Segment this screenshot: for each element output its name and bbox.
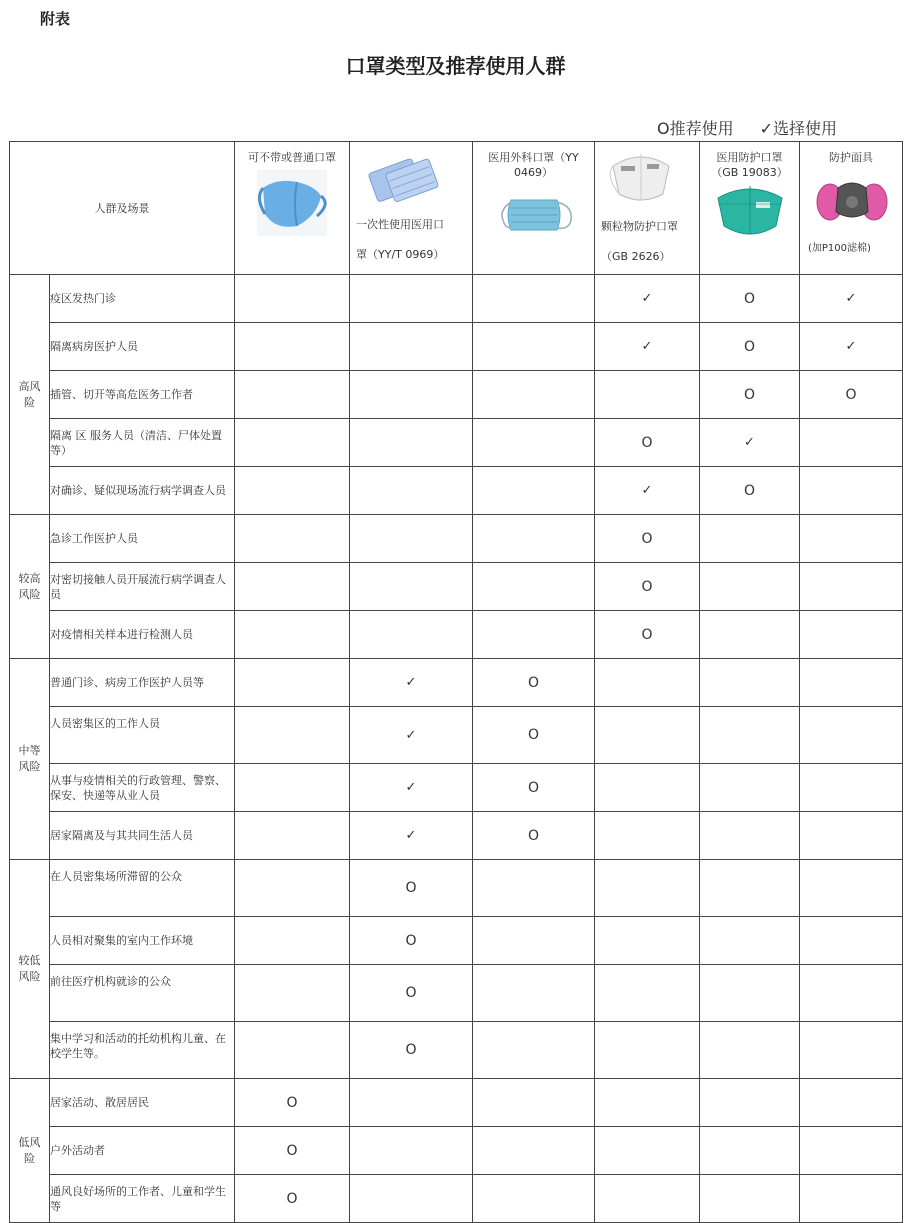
mark-cell <box>700 467 800 515</box>
mark-cell <box>473 275 595 323</box>
scene-cell <box>50 419 235 467</box>
scene-label: 隔离病房医护人员 <box>50 340 138 353</box>
mark-cell <box>235 275 350 323</box>
recommended-mark: O <box>286 1142 298 1159</box>
mark-cell <box>700 707 800 764</box>
scene-label: 通风良好场所的工作者、儿童和学生等 <box>50 1184 226 1213</box>
table-row <box>10 659 903 707</box>
table-row <box>10 812 903 860</box>
mark-cell <box>235 371 350 419</box>
recommended-mark: O <box>743 482 756 499</box>
mark-cell <box>235 965 350 1022</box>
header-col-name: 防护面具 <box>829 151 873 164</box>
mark-cell <box>800 323 903 371</box>
table-body <box>10 275 903 1223</box>
risk-level-cell <box>10 1079 50 1223</box>
header-col-name: 一次性使用医用口 <box>356 218 444 231</box>
mark-cell <box>595 659 700 707</box>
mark-cell <box>350 611 473 659</box>
header-col-name: 颗粒物防护口罩 <box>601 220 678 233</box>
scene-label: 居家隔离及与其共同生活人员 <box>50 829 193 842</box>
mark-cell <box>800 419 903 467</box>
recommended-mark: O <box>405 880 417 896</box>
scene-label: 对确诊、疑似现场流行病学调查人员 <box>50 484 226 497</box>
scene-cell <box>50 1022 235 1079</box>
legend-recommended: O推荐使用 <box>657 119 734 138</box>
mark-cell <box>800 707 903 764</box>
mark-cell <box>235 764 350 812</box>
mark-cell <box>595 563 700 611</box>
mark-cell <box>350 764 473 812</box>
mark-cell <box>350 467 473 515</box>
mark-cell <box>700 563 800 611</box>
mark-cell <box>595 812 700 860</box>
scene-label: 在人员密集场所滞留的公众 <box>50 870 182 883</box>
header-col-sub: （GB 19083） <box>711 166 788 179</box>
mark-cell <box>700 515 800 563</box>
mark-cell <box>595 371 700 419</box>
mark-cell <box>235 1022 350 1079</box>
mark-cell <box>350 965 473 1022</box>
scene-cell <box>50 1175 235 1223</box>
mark-cell <box>350 515 473 563</box>
scene-cell <box>50 275 235 323</box>
mark-cell <box>350 419 473 467</box>
table-row <box>10 611 903 659</box>
mark-cell <box>800 764 903 812</box>
mark-cell <box>700 611 800 659</box>
mark-cell <box>800 659 903 707</box>
scene-label: 插管、切开等高危医务工作者 <box>50 388 193 401</box>
mark-cell <box>350 812 473 860</box>
mark-cell <box>235 860 350 917</box>
scene-cell <box>50 515 235 563</box>
mark-cell <box>473 764 595 812</box>
header-col-sub: (加P100滤棉) <box>808 243 871 254</box>
mark-cell <box>473 419 595 467</box>
optional-mark: ✓ <box>845 339 857 354</box>
mark-cell <box>700 965 800 1022</box>
mark-cell <box>595 467 700 515</box>
optional-mark: ✓ <box>744 435 755 450</box>
scene-cell <box>50 323 235 371</box>
header-col-sub: 罩（YY/T 0969） <box>356 248 445 261</box>
mark-cell <box>800 1175 903 1223</box>
table-row <box>10 764 903 812</box>
recommended-mark: O <box>405 1042 417 1058</box>
table-row <box>10 563 903 611</box>
recommended-mark: O <box>286 1094 298 1111</box>
scene-cell <box>50 611 235 659</box>
mark-cell <box>235 917 350 965</box>
mark-cell <box>235 1079 350 1127</box>
mark-cell <box>235 467 350 515</box>
recommended-mark: O <box>641 434 653 451</box>
mark-cell <box>595 419 700 467</box>
mark-cell <box>700 1175 800 1223</box>
optional-mark: ✓ <box>641 339 653 354</box>
recommended-mark: O <box>527 674 540 691</box>
header-group: 人群及场景 <box>10 142 235 275</box>
ordinary-mask-icon <box>257 170 327 236</box>
mark-cell <box>350 659 473 707</box>
mark-cell <box>595 323 700 371</box>
mark-cell <box>595 965 700 1022</box>
table-row <box>10 275 903 323</box>
table-row <box>10 323 903 371</box>
scene-label: 前往医疗机构就诊的公众 <box>50 975 171 988</box>
mark-cell <box>473 812 595 860</box>
mark-cell <box>473 965 595 1022</box>
header-medical-protective-mask <box>700 142 800 275</box>
mark-cell <box>350 1127 473 1175</box>
scene-label: 普通门诊、病房工作医护人员等 <box>50 676 204 689</box>
mark-cell <box>235 707 350 764</box>
mark-cell <box>350 371 473 419</box>
scene-cell <box>50 965 235 1022</box>
mark-cell <box>800 611 903 659</box>
mark-cell <box>800 860 903 917</box>
recommended-mark: O <box>641 530 653 547</box>
mark-cell <box>473 563 595 611</box>
mark-cell <box>473 707 595 764</box>
scene-label: 人员相对聚集的室内工作环境 <box>50 934 193 947</box>
mark-cell <box>595 611 700 659</box>
scene-cell <box>50 860 235 917</box>
optional-mark: ✓ <box>405 828 417 843</box>
optional-mark: ✓ <box>405 675 417 690</box>
mark-cell <box>800 275 903 323</box>
legend <box>657 116 837 139</box>
optional-mark: ✓ <box>641 291 653 306</box>
optional-mark: ✓ <box>845 291 857 306</box>
table-row <box>10 467 903 515</box>
mark-cell <box>800 1022 903 1079</box>
mark-cell <box>595 917 700 965</box>
mark-cell <box>350 860 473 917</box>
mark-cell <box>473 323 595 371</box>
scene-cell <box>50 467 235 515</box>
scene-label: 人员密集区的工作人员 <box>50 717 160 730</box>
table-row <box>10 1022 903 1079</box>
mark-cell <box>350 917 473 965</box>
mark-cell <box>235 323 350 371</box>
header-col-name: 可不带或普通口罩 <box>248 151 336 164</box>
header-protective-respirator <box>800 142 903 275</box>
mark-cell <box>700 812 800 860</box>
scene-label: 隔离 区 服务人员（清洁、尸体处置等） <box>50 428 222 457</box>
table-row <box>10 419 903 467</box>
mark-cell <box>473 611 595 659</box>
header-particulate-respirator <box>595 142 700 275</box>
mark-cell <box>235 1127 350 1175</box>
scene-label: 户外活动者 <box>50 1144 105 1157</box>
mark-cell <box>473 515 595 563</box>
mark-cell <box>595 860 700 917</box>
table-row <box>10 965 903 1022</box>
scene-label: 居家活动、散居居民 <box>50 1096 149 1109</box>
table-row <box>10 707 903 764</box>
mark-cell <box>800 563 903 611</box>
table-header-row <box>10 142 903 275</box>
mark-cell <box>800 467 903 515</box>
recommended-mark: O <box>527 727 540 743</box>
mark-cell <box>350 1079 473 1127</box>
mark-cell <box>595 764 700 812</box>
mark-cell <box>800 965 903 1022</box>
table-row <box>10 917 903 965</box>
surgical-mask-icon <box>497 190 575 240</box>
scene-label: 疫区发热门诊 <box>50 292 116 305</box>
header-col-sub: （GB 2626） <box>601 250 671 263</box>
recommended-mark: O <box>405 932 417 949</box>
mark-cell <box>235 419 350 467</box>
scene-label: 对密切接触人员开展流行病学调查人员 <box>50 572 226 601</box>
table-row <box>10 1079 903 1127</box>
scene-cell <box>50 764 235 812</box>
mark-cell <box>350 563 473 611</box>
mark-cell <box>473 917 595 965</box>
scene-cell <box>50 371 235 419</box>
mark-cell <box>473 659 595 707</box>
medical-protective-mask-icon <box>712 182 788 240</box>
appendix-label: 附表 <box>40 10 71 28</box>
risk-level-label: 较低风险 <box>18 954 41 983</box>
mark-cell <box>350 1022 473 1079</box>
scene-cell <box>50 659 235 707</box>
mark-cell <box>700 764 800 812</box>
header-col-name: 医用外科口罩（YY <box>488 151 579 164</box>
mark-cell <box>473 1127 595 1175</box>
mark-cell <box>350 1175 473 1223</box>
risk-level-cell <box>10 860 50 1079</box>
scene-label: 集中学习和活动的托幼机构儿童、在校学生等。 <box>50 1032 226 1060</box>
mark-cell <box>700 1127 800 1175</box>
mark-cell <box>700 275 800 323</box>
table-row <box>10 1175 903 1223</box>
mark-cell <box>595 275 700 323</box>
mark-cell <box>700 323 800 371</box>
risk-level-label: 低风险 <box>18 1135 41 1165</box>
scene-cell <box>50 707 235 764</box>
optional-mark: ✓ <box>405 727 417 743</box>
table-row <box>10 371 903 419</box>
header-col-name: 医用防护口罩 <box>716 151 783 164</box>
mark-cell <box>700 659 800 707</box>
mark-cell <box>235 563 350 611</box>
mark-cell <box>595 1079 700 1127</box>
recommended-mark: O <box>527 827 540 844</box>
scene-cell <box>50 812 235 860</box>
scene-cell <box>50 563 235 611</box>
recommended-mark: O <box>641 578 653 595</box>
mark-cell <box>235 611 350 659</box>
recommended-mark: O <box>845 386 857 403</box>
scene-label: 急诊工作医护人员 <box>50 532 138 545</box>
table-row <box>10 1127 903 1175</box>
mark-cell <box>800 812 903 860</box>
mark-cell <box>235 1175 350 1223</box>
mark-cell <box>700 1022 800 1079</box>
recommended-mark: O <box>405 985 417 1001</box>
recommended-mark: O <box>743 386 756 403</box>
header-col-sub: 0469） <box>514 166 553 179</box>
mark-cell <box>473 467 595 515</box>
mark-cell <box>800 371 903 419</box>
mark-cell <box>473 371 595 419</box>
scene-cell <box>50 917 235 965</box>
mark-cell <box>473 1079 595 1127</box>
mark-cell <box>235 515 350 563</box>
header-surgical-mask <box>473 142 595 275</box>
header-ordinary-mask <box>235 142 350 275</box>
mark-cell <box>800 917 903 965</box>
risk-level-label: 高风险 <box>18 379 41 409</box>
mark-cell <box>700 371 800 419</box>
mark-cell <box>595 1022 700 1079</box>
risk-level-label: 较高风险 <box>18 571 41 601</box>
mark-cell <box>700 419 800 467</box>
scene-cell <box>50 1127 235 1175</box>
risk-level-label: 中等风险 <box>18 744 41 773</box>
mark-cell <box>800 1127 903 1175</box>
mark-cell <box>473 1175 595 1223</box>
recommended-mark: O <box>743 290 756 307</box>
mark-cell <box>235 659 350 707</box>
risk-level-cell <box>10 515 50 659</box>
recommended-mark: O <box>527 779 540 796</box>
scene-label: 从事与疫情相关的行政管理、警察、保安、快递等从业人员 <box>50 773 226 802</box>
mark-cell <box>473 1022 595 1079</box>
mark-cell <box>800 515 903 563</box>
mark-cell <box>595 707 700 764</box>
disposable-medical-mask-icon <box>354 146 454 212</box>
mark-cell <box>235 812 350 860</box>
mark-cell <box>595 515 700 563</box>
mark-cell <box>595 1127 700 1175</box>
particulate-respirator-icon <box>603 146 679 208</box>
mark-cell <box>350 323 473 371</box>
legend-optional: ✓选择使用 <box>759 119 838 138</box>
risk-level-cell <box>10 659 50 860</box>
mark-cell <box>473 860 595 917</box>
recommended-mark: O <box>286 1190 298 1207</box>
mark-cell <box>595 1175 700 1223</box>
header-disposable-mask <box>350 142 473 275</box>
mark-cell <box>800 1079 903 1127</box>
table-row <box>10 860 903 917</box>
mask-recommendation-table <box>9 141 903 1223</box>
risk-level-cell <box>10 275 50 515</box>
scene-cell <box>50 1079 235 1127</box>
table-row <box>10 515 903 563</box>
protective-respirator-icon <box>814 174 890 224</box>
mark-cell <box>700 860 800 917</box>
scene-label: 对疫情相关样本进行检测人员 <box>50 628 193 641</box>
recommended-mark: O <box>743 338 756 355</box>
mark-cell <box>700 917 800 965</box>
mark-cell <box>700 1079 800 1127</box>
optional-mark: ✓ <box>405 780 417 795</box>
recommended-mark: O <box>641 626 653 643</box>
mark-cell <box>350 707 473 764</box>
optional-mark: ✓ <box>641 483 653 498</box>
page-title: 口罩类型及推荐使用人群 <box>345 54 566 78</box>
mark-cell <box>350 275 473 323</box>
